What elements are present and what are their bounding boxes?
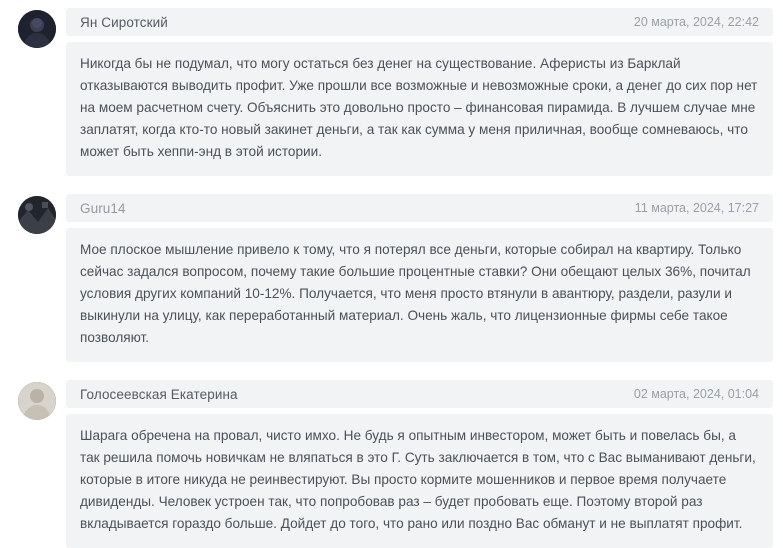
avatar[interactable] <box>18 10 56 48</box>
avatar-image-dark-pattern <box>18 196 56 234</box>
comment-author: Guru14 <box>80 200 126 216</box>
comment-item <box>0 194 783 362</box>
avatar-image-light-portrait <box>18 382 56 420</box>
comment-header <box>66 380 773 408</box>
comment-author: Голосеевская Екатерина <box>80 386 238 402</box>
comment-text: Шарага обречена на провал, чисто имхо. Не будь я опытным инвестором, может быть и повелась бы, а так решила помочь новичкам не вляпаться в это Г. Суть заключается в том, что с Вас выманивают деньги, которые в итоге никуда не реинвестируют. Вы просто кормите мошенников и первое время получаете дивиденды. Человек устроен так, что попробовав раз – будет пробовать еще. Поэтому второй раз вкладывается гораздо больше. Дойдет до того, что рано или поздно Вас обманут и не выплатят профит. <box>66 414 773 548</box>
comment-date: 11 марта, 2024, 17:27 <box>634 201 759 216</box>
comment-header <box>66 194 773 222</box>
comment-item <box>0 8 783 176</box>
avatar[interactable] <box>18 196 56 234</box>
comment-date: 20 марта, 2024, 22:42 <box>633 15 759 29</box>
avatar-image-dark-portrait <box>18 10 56 48</box>
comment-date: 02 марта, 2024, 01:04 <box>633 387 759 402</box>
comment-text: Мое плоское мышление привело к тому, что я потерял все деньги, которые собирал на квартиру. Только сейчас задался вопросом, почему такие большие процентные ставки? Они обещают целых 36%, почитал условия других компаний 10-12%. Получается, что меня просто втянули в авантюру, раздели, разули и выкинули на улицу, как переработанный материал. Очень жаль, что лицензионные фирмы себе такое позволяют. <box>66 228 773 362</box>
comment-text: Никогда бы не подумал, что могу остаться без денег на существование. Аферисты из Барклай отказываются выводить профит. Уже прошли все возможные и невозможные сроки, а денег до сих пор нет на моем расчетном счету. Объяснить это довольно просто – финансовая пирамида. В лучшем случае мне заплатят, когда кто-то новый закинет деньги, а так как сумма у меня приличная, вообще сомневаюсь, что может быть хеппи-энд в этой истории. <box>66 42 773 176</box>
comment-item <box>0 380 783 548</box>
avatar[interactable] <box>18 382 56 420</box>
comment-header <box>66 8 773 36</box>
comment-author: Ян Сиротский <box>80 14 168 30</box>
